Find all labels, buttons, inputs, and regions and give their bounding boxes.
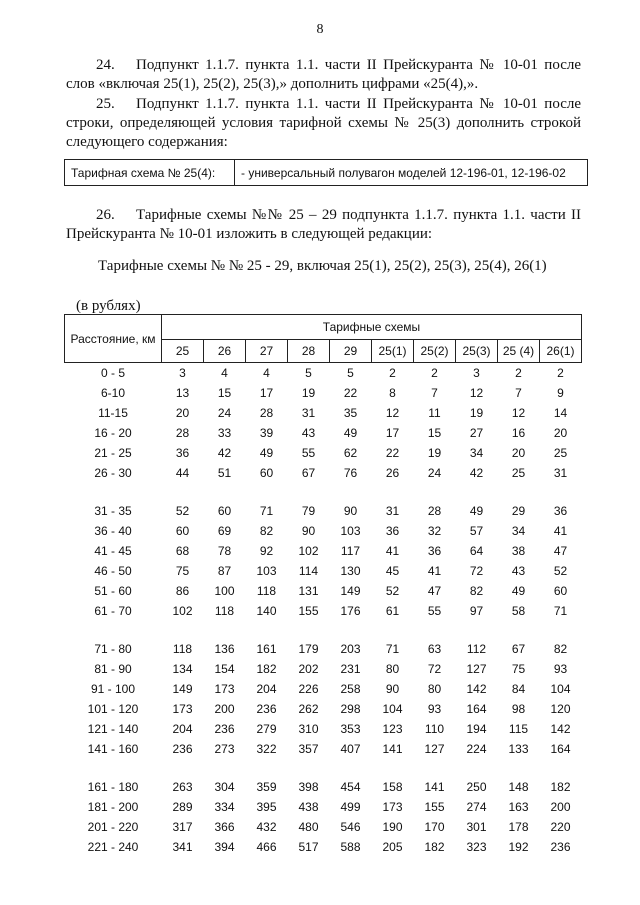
rate-cell: 15 [217, 386, 232, 400]
rate-cell: 200 [214, 702, 235, 716]
table-row [65, 601, 582, 621]
rate-cell: 26 [385, 466, 400, 480]
rate-cell: 127 [466, 662, 487, 676]
rate-cell: 13 [175, 386, 190, 400]
distance-cell: 61 - 70 [94, 604, 132, 618]
rate-cell: 103 [256, 564, 277, 578]
paragraph-text: Подпункт 1.1.7. пункта 1.1. части II Прейскуранта № 10-01 после слов «включая 25(1), 25(2), 25(3),» дополнить цифрами «25(4),». [66, 57, 581, 92]
rate-cell: 80 [385, 662, 400, 676]
distance-cell: 221 - 240 [87, 840, 139, 854]
distance-cell: 0 - 5 [100, 366, 125, 380]
rate-cell: 31 [385, 504, 400, 518]
rate-cell: 25 [511, 466, 526, 480]
rate-cell: 236 [214, 722, 235, 736]
table-row [65, 777, 582, 797]
rate-cell: 71 [553, 604, 568, 618]
rate-cell: 49 [343, 426, 358, 440]
spacer-cell [65, 759, 582, 777]
rate-cell: 158 [382, 780, 403, 794]
distance-cell: 201 - 220 [87, 820, 139, 834]
rate-cell: 588 [340, 840, 361, 854]
rate-cell: 52 [553, 564, 568, 578]
rate-cell: 31 [301, 406, 316, 420]
rate-cell: 258 [340, 682, 361, 696]
column-header: 26 [204, 340, 246, 363]
rate-cell: 12 [511, 406, 526, 420]
rate-cell: 102 [298, 544, 319, 558]
column-header: 28 [288, 340, 330, 363]
distance-cell: 81 - 90 [94, 662, 132, 676]
table-row [65, 501, 582, 521]
rate-cell: 173 [382, 800, 403, 814]
rate-cell: 71 [385, 642, 400, 656]
rate-cell: 104 [382, 702, 403, 716]
table-row [65, 797, 582, 817]
rate-cell: 194 [466, 722, 487, 736]
rate-cell: 33 [217, 426, 232, 440]
table-row [65, 363, 582, 384]
rate-cell: 49 [469, 504, 484, 518]
rate-cell: 38 [511, 544, 526, 558]
rate-cell: 204 [256, 682, 277, 696]
rate-cell: 45 [385, 564, 400, 578]
paragraph-26 [66, 206, 581, 244]
rate-cell: 301 [466, 820, 487, 834]
paragraph-25 [66, 95, 581, 152]
paragraph-24 [66, 56, 581, 94]
distance-cell: 6-10 [100, 386, 126, 400]
rate-cell: 141 [424, 780, 445, 794]
rate-cell: 114 [298, 564, 319, 578]
rate-cell: 130 [340, 564, 361, 578]
rate-cell: 205 [382, 840, 403, 854]
rate-cell: 334 [214, 800, 235, 814]
rate-cell: 93 [553, 662, 568, 676]
rate-cell: 55 [427, 604, 442, 618]
table-row [65, 817, 582, 837]
rate-cell: 454 [340, 780, 361, 794]
rate-cell: 82 [259, 524, 274, 538]
table-row [65, 699, 582, 719]
rate-cell: 200 [550, 800, 571, 814]
rate-cell: 100 [214, 584, 235, 598]
rate-cell: 480 [298, 820, 319, 834]
scheme-row [64, 159, 588, 186]
rate-cell: 36 [385, 524, 400, 538]
rate-cell: 15 [427, 426, 442, 440]
rate-cell: 170 [424, 820, 445, 834]
column-header: 25(1) [372, 340, 414, 363]
distance-cell: 181 - 200 [87, 800, 139, 814]
group-spacer [65, 621, 582, 639]
rate-cell: 2 [515, 366, 522, 380]
rate-cell: 24 [427, 466, 442, 480]
rate-cell: 359 [256, 780, 277, 794]
rate-cell: 432 [256, 820, 277, 834]
rate-cell: 204 [172, 722, 193, 736]
table-row [65, 639, 582, 659]
rate-cell: 546 [340, 820, 361, 834]
rate-cell: 27 [469, 426, 484, 440]
rate-cell: 82 [469, 584, 484, 598]
rate-cell: 7 [431, 386, 438, 400]
rate-cell: 179 [298, 642, 319, 656]
rate-cell: 164 [466, 702, 487, 716]
column-header: 25(3) [456, 340, 498, 363]
rate-cell: 67 [301, 466, 316, 480]
rate-cell: 136 [214, 642, 235, 656]
distance-cell: 31 - 35 [94, 504, 132, 518]
distance-cell: 161 - 180 [87, 780, 139, 794]
rate-cell: 341 [172, 840, 193, 854]
rate-cell: 25 [553, 446, 568, 460]
rate-cell: 110 [424, 722, 445, 736]
rate-cell: 42 [217, 446, 232, 460]
rate-cell: 17 [259, 386, 274, 400]
distance-cell: 51 - 60 [94, 584, 132, 598]
rate-cell: 32 [427, 524, 442, 538]
table-row [65, 443, 582, 463]
rate-cell: 115 [508, 722, 529, 736]
rate-cell: 394 [214, 840, 235, 854]
distance-header: Расстояние, км [65, 315, 162, 363]
rate-cell: 72 [469, 564, 484, 578]
distance-cell: 141 - 160 [87, 742, 139, 756]
rate-cell: 29 [511, 504, 526, 518]
rate-cell: 69 [217, 524, 232, 538]
rate-cell: 60 [217, 504, 232, 518]
group-spacer [65, 483, 582, 501]
rate-cell: 173 [214, 682, 235, 696]
rate-cell: 163 [508, 800, 529, 814]
rate-cell: 36 [553, 504, 568, 518]
rate-cell: 357 [298, 742, 319, 756]
rate-cell: 2 [557, 366, 564, 380]
rate-cell: 279 [256, 722, 277, 736]
rate-cell: 353 [340, 722, 361, 736]
scheme-label: Тарифная схема № 25(4): [65, 160, 235, 185]
distance-cell: 11-15 [98, 406, 128, 420]
rate-cell: 231 [340, 662, 361, 676]
rate-cell: 36 [175, 446, 190, 460]
rate-cell: 182 [550, 780, 571, 794]
units-label: (в рублях) [76, 298, 141, 314]
rate-cell: 24 [217, 406, 232, 420]
rate-cell: 44 [175, 466, 190, 480]
rate-cell: 60 [553, 584, 568, 598]
rate-cell: 55 [301, 446, 316, 460]
rate-cell: 250 [466, 780, 487, 794]
rate-cell: 407 [340, 742, 361, 756]
paragraph-text: Тарифные схемы №№ 25 – 29 подпункта 1.1.7. пункта 1.1. части II Прейскуранта № 10-01 изложить в следующей редакции: [66, 207, 581, 242]
rate-cell: 289 [172, 800, 193, 814]
table-row [65, 521, 582, 541]
rate-cell: 273 [214, 742, 235, 756]
column-header: 29 [330, 340, 372, 363]
rate-cell: 192 [508, 840, 529, 854]
rate-cell: 102 [172, 604, 193, 618]
rate-cell: 34 [511, 524, 526, 538]
rate-cell: 118 [172, 642, 193, 656]
rate-cell: 224 [466, 742, 487, 756]
rate-cell: 58 [511, 604, 526, 618]
rate-cell: 134 [172, 662, 193, 676]
rate-cell: 82 [553, 642, 568, 656]
rate-cell: 8 [389, 386, 396, 400]
rate-cell: 395 [256, 800, 277, 814]
table-row [65, 383, 582, 403]
rate-cell: 41 [427, 564, 442, 578]
rate-cell: 98 [511, 702, 526, 716]
rate-cell: 41 [553, 524, 568, 538]
rate-cell: 4 [263, 366, 270, 380]
rate-cell: 118 [256, 584, 277, 598]
rate-cell: 123 [382, 722, 403, 736]
rate-cell: 60 [259, 466, 274, 480]
rate-cell: 68 [175, 544, 190, 558]
rate-cell: 112 [466, 642, 487, 656]
rate-cell: 127 [424, 742, 445, 756]
rate-cell: 5 [305, 366, 312, 380]
rate-cell: 47 [427, 584, 442, 598]
spacer-cell [65, 621, 582, 639]
rate-cell: 19 [301, 386, 316, 400]
rate-cell: 84 [511, 682, 526, 696]
rate-cell: 164 [550, 742, 571, 756]
rate-cell: 117 [340, 544, 361, 558]
rate-cell: 466 [256, 840, 277, 854]
rate-cell: 317 [172, 820, 193, 834]
rate-cell: 79 [301, 504, 316, 518]
rate-cell: 140 [256, 604, 277, 618]
rate-cell: 131 [298, 584, 319, 598]
rate-cell: 63 [427, 642, 442, 656]
table-row [65, 541, 582, 561]
table-row [65, 423, 582, 443]
rate-cell: 52 [175, 504, 190, 518]
rate-cell: 75 [511, 662, 526, 676]
rate-cell: 176 [340, 604, 361, 618]
rate-cell: 120 [550, 702, 571, 716]
paragraph-number: 24. [96, 57, 115, 73]
rate-cell: 5 [347, 366, 354, 380]
rate-cell: 263 [172, 780, 193, 794]
rate-cell: 118 [214, 604, 235, 618]
rate-cell: 78 [217, 544, 232, 558]
paragraph-number: 25. [96, 96, 115, 112]
rate-cell: 438 [298, 800, 319, 814]
distance-cell: 46 - 50 [94, 564, 132, 578]
rate-cell: 14 [553, 406, 568, 420]
rate-cell: 236 [172, 742, 193, 756]
rate-cell: 34 [469, 446, 484, 460]
rate-cell: 220 [550, 820, 571, 834]
rate-cell: 142 [466, 682, 487, 696]
rate-cell: 104 [550, 682, 571, 696]
rate-cell: 47 [553, 544, 568, 558]
column-header: 26(1) [540, 340, 582, 363]
distance-cell: 36 - 40 [94, 524, 132, 538]
rate-cell: 19 [469, 406, 484, 420]
rate-cell: 236 [256, 702, 277, 716]
rate-cell: 20 [175, 406, 190, 420]
table-row [65, 837, 582, 857]
rate-cell: 86 [175, 584, 190, 598]
rate-cell: 3 [179, 366, 186, 380]
rate-cell: 87 [217, 564, 232, 578]
table-row [65, 719, 582, 739]
rate-cell: 97 [469, 604, 484, 618]
schemes-header: Тарифные схемы [162, 315, 582, 340]
rate-cell: 62 [343, 446, 358, 460]
rate-cell: 203 [340, 642, 361, 656]
rate-cell: 323 [466, 840, 487, 854]
rate-cell: 155 [298, 604, 319, 618]
rate-cell: 19 [427, 446, 442, 460]
rate-cell: 499 [340, 800, 361, 814]
rate-cell: 16 [511, 426, 526, 440]
distance-cell: 91 - 100 [90, 682, 136, 696]
group-spacer [65, 759, 582, 777]
rate-cell: 161 [256, 642, 277, 656]
rate-cell: 71 [259, 504, 274, 518]
rate-cell: 20 [511, 446, 526, 460]
rate-cell: 90 [343, 504, 358, 518]
rate-cell: 236 [550, 840, 571, 854]
rate-cell: 298 [340, 702, 361, 716]
rate-cell: 17 [385, 426, 400, 440]
distance-cell: 26 - 30 [94, 466, 132, 480]
table-row [65, 739, 582, 759]
distance-cell: 21 - 25 [94, 446, 132, 460]
table-row [65, 679, 582, 699]
rate-cell: 36 [427, 544, 442, 558]
table-body [65, 363, 582, 858]
rate-cell: 178 [508, 820, 529, 834]
rate-cell: 28 [175, 426, 190, 440]
rate-cell: 57 [469, 524, 484, 538]
column-header: 27 [246, 340, 288, 363]
rate-cell: 31 [553, 466, 568, 480]
rate-cell: 173 [172, 702, 193, 716]
rate-cell: 155 [424, 800, 445, 814]
table-row [65, 561, 582, 581]
rate-cell: 226 [298, 682, 319, 696]
table-row [65, 403, 582, 423]
rate-cell: 12 [385, 406, 400, 420]
rate-cell: 76 [343, 466, 358, 480]
rate-cell: 39 [259, 426, 274, 440]
column-header: 25 (4) [498, 340, 540, 363]
table-row [65, 463, 582, 483]
rate-cell: 49 [511, 584, 526, 598]
rate-cell: 60 [175, 524, 190, 538]
rate-cell: 142 [550, 722, 571, 736]
rate-cell: 133 [508, 742, 529, 756]
table-row [65, 581, 582, 601]
tariff-table [64, 314, 582, 857]
rate-cell: 90 [385, 682, 400, 696]
rate-cell: 64 [469, 544, 484, 558]
rate-cell: 141 [382, 742, 403, 756]
rate-cell: 11 [428, 406, 441, 420]
rate-cell: 72 [427, 662, 442, 676]
column-header: 25(2) [414, 340, 456, 363]
rate-cell: 92 [259, 544, 274, 558]
rate-cell: 35 [343, 406, 358, 420]
page-number: 8 [316, 22, 324, 37]
distance-cell: 71 - 80 [94, 642, 132, 656]
rate-cell: 149 [172, 682, 193, 696]
rate-cell: 2 [431, 366, 438, 380]
rate-cell: 43 [511, 564, 526, 578]
rate-cell: 28 [259, 406, 274, 420]
rate-cell: 61 [385, 604, 400, 618]
spacer-cell [65, 483, 582, 501]
rate-cell: 2 [389, 366, 396, 380]
rate-cell: 90 [301, 524, 316, 538]
rate-cell: 80 [427, 682, 442, 696]
rate-cell: 149 [340, 584, 361, 598]
rate-cell: 148 [508, 780, 529, 794]
rate-cell: 103 [340, 524, 361, 538]
rate-cell: 43 [301, 426, 316, 440]
rate-cell: 12 [469, 386, 484, 400]
rate-cell: 366 [214, 820, 235, 834]
distance-cell: 101 - 120 [87, 702, 139, 716]
rate-cell: 517 [298, 840, 319, 854]
column-header: 25 [162, 340, 204, 363]
scheme-value: - универсальный полувагон моделей 12-196-01, 12-196-02 [241, 166, 566, 180]
rate-cell: 28 [427, 504, 442, 518]
rate-cell: 20 [553, 426, 568, 440]
rate-cell: 52 [385, 584, 400, 598]
rate-cell: 304 [214, 780, 235, 794]
rate-cell: 182 [256, 662, 277, 676]
rate-cell: 67 [511, 642, 526, 656]
rate-cell: 9 [557, 386, 564, 400]
rate-cell: 310 [298, 722, 319, 736]
rate-cell: 274 [466, 800, 487, 814]
rate-cell: 93 [427, 702, 442, 716]
rate-cell: 398 [298, 780, 319, 794]
rate-cell: 49 [259, 446, 274, 460]
paragraph-text: Подпункт 1.1.7. пункта 1.1. части II Прейскуранта № 10-01 после строки, определяющей условия тарифной схемы № 25(3) дополнить строкой следующего содержания: [66, 96, 581, 150]
distance-cell: 121 - 140 [87, 722, 139, 736]
rate-cell: 42 [469, 466, 484, 480]
rate-cell: 182 [424, 840, 445, 854]
rate-cell: 7 [515, 386, 522, 400]
rate-cell: 3 [473, 366, 480, 380]
table-title: Тарифные схемы № № 25 - 29, включая 25(1), 25(2), 25(3), 25(4), 26(1) [98, 258, 547, 274]
rate-cell: 22 [343, 386, 358, 400]
rate-cell: 322 [256, 742, 277, 756]
rate-cell: 262 [298, 702, 319, 716]
rate-cell: 154 [214, 662, 235, 676]
rate-cell: 190 [382, 820, 403, 834]
paragraph-number: 26. [96, 207, 115, 223]
rate-cell: 51 [217, 466, 232, 480]
rate-cell: 22 [385, 446, 400, 460]
distance-cell: 41 - 45 [94, 544, 132, 558]
rate-cell: 4 [221, 366, 228, 380]
rate-cell: 202 [298, 662, 319, 676]
distance-cell: 16 - 20 [94, 426, 132, 440]
table-row [65, 659, 582, 679]
rate-cell: 41 [385, 544, 400, 558]
rate-cell: 75 [175, 564, 190, 578]
